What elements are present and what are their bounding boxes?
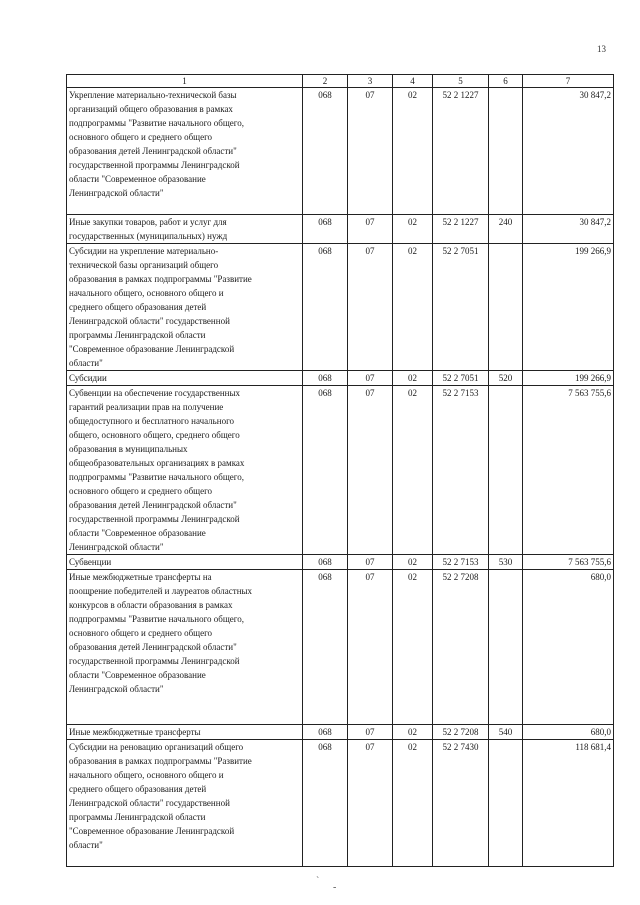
expense-type-code: 240	[489, 215, 523, 244]
subsection-code: 02	[393, 725, 433, 740]
description-line: государственной программы Ленинградской	[69, 656, 240, 666]
section-code: 07	[348, 215, 393, 244]
grbs-code: 068	[303, 215, 348, 244]
amount: 30 847,2	[523, 88, 614, 215]
amount: 680,0	[523, 570, 614, 725]
amount: 30 847,2	[523, 215, 614, 244]
description-line: Укрепление материально-технической базы	[69, 90, 237, 100]
scan-artifact: -	[333, 882, 337, 893]
header-cell: 2	[303, 75, 348, 88]
table-row	[67, 570, 614, 725]
description-line: организаций общего образования в рамках	[69, 104, 233, 114]
description-line: образования в рамках подпрограммы "Развитие	[69, 274, 252, 284]
target-article-code: 52 2 7051	[433, 371, 489, 386]
table-header-row	[67, 75, 614, 88]
description-line: области "Современное образование	[69, 528, 206, 538]
target-article-code: 52 2 7153	[433, 386, 489, 555]
subsection-code: 02	[393, 740, 433, 867]
description-line: общедоступного и бесплатного начального	[69, 416, 235, 426]
target-article-code: 52 2 7430	[433, 740, 489, 867]
description-line: Иные межбюджетные трансферты на	[69, 572, 212, 582]
table-row	[67, 88, 614, 215]
header-cell: 6	[489, 75, 523, 88]
table-row	[67, 555, 614, 570]
description-line: Субсидии на укрепление материально-	[69, 246, 219, 256]
header-cell: 4	[393, 75, 433, 88]
subsection-code: 02	[393, 244, 433, 371]
amount: 7 563 755,6	[523, 386, 614, 555]
subsection-code: 02	[393, 570, 433, 725]
description-line: "Современное образование Ленинградской	[69, 826, 235, 836]
section-code: 07	[348, 740, 393, 867]
description-line: основного общего и среднего общего	[69, 628, 213, 638]
header-cell: 7	[523, 75, 614, 88]
description-line: начального общего, основного общего и	[69, 770, 224, 780]
description-line: образования в рамках подпрограммы "Развитие	[69, 756, 252, 766]
table-row	[67, 371, 614, 386]
expense-type-code	[489, 740, 523, 867]
amount: 118 681,4	[523, 740, 614, 867]
expense-type-code	[489, 244, 523, 371]
description-line: государственных (муниципальных) нужд	[69, 231, 228, 241]
grbs-code: 068	[303, 386, 348, 555]
grbs-code: 068	[303, 725, 348, 740]
grbs-code: 068	[303, 244, 348, 371]
subsection-code: 02	[393, 88, 433, 215]
description-line: технической базы организаций общего	[69, 260, 219, 270]
description-line: основного общего и среднего общего	[69, 132, 213, 142]
description-line: общеобразовательных организациях в рамках	[69, 458, 245, 468]
description-line: Ленинградской области" государственной	[69, 316, 230, 326]
description-line: Субвенции	[69, 557, 112, 567]
subsection-code: 02	[393, 215, 433, 244]
row-description	[67, 88, 303, 215]
table-row	[67, 386, 614, 555]
table-row	[67, 740, 614, 867]
description-line: гарантий реализации прав на получение	[69, 402, 224, 412]
description-line: основного общего и среднего общего	[69, 486, 213, 496]
target-article-code: 52 2 1227	[433, 215, 489, 244]
expense-type-code: 530	[489, 555, 523, 570]
target-article-code: 52 2 7208	[433, 725, 489, 740]
row-description	[67, 244, 303, 371]
subsection-code: 02	[393, 371, 433, 386]
row-description	[67, 386, 303, 555]
scan-artifact: `	[316, 876, 320, 887]
row-description	[67, 371, 303, 386]
description-line: образования в муниципальных	[69, 444, 188, 454]
description-line: "Современное образование Ленинградской	[69, 344, 235, 354]
header-cell: 5	[433, 75, 489, 88]
budget-table	[66, 74, 614, 867]
description-line: Субвенции на обеспечение государственных	[69, 388, 241, 398]
row-description	[67, 725, 303, 740]
description-line: Субсидии	[69, 373, 107, 383]
description-line: Ленинградской области"	[69, 684, 164, 694]
amount: 199 266,9	[523, 244, 614, 371]
header-cell: 1	[67, 75, 303, 88]
expense-type-code: 520	[489, 371, 523, 386]
section-code: 07	[348, 371, 393, 386]
target-article-code: 52 2 7208	[433, 570, 489, 725]
grbs-code: 068	[303, 555, 348, 570]
description-line: государственной программы Ленинградской	[69, 514, 240, 524]
page-number: 13	[597, 44, 606, 54]
subsection-code: 02	[393, 386, 433, 555]
header-cell: 3	[348, 75, 393, 88]
description-line: программы Ленинградской области	[69, 812, 206, 822]
grbs-code: 068	[303, 570, 348, 725]
expense-type-code	[489, 570, 523, 725]
grbs-code: 068	[303, 88, 348, 215]
description-line: Иные закупки товаров, работ и услуг для	[69, 217, 227, 227]
description-line: Ленинградской области"	[69, 188, 164, 198]
table-row	[67, 215, 614, 244]
target-article-code: 52 2 7153	[433, 555, 489, 570]
description-line: образования детей Ленинградской области"	[69, 146, 237, 156]
section-code: 07	[348, 570, 393, 725]
amount: 199 266,9	[523, 371, 614, 386]
amount: 680,0	[523, 725, 614, 740]
description-line: подпрограммы "Развитие начального общего,	[69, 614, 245, 624]
description-line: программы Ленинградской области	[69, 330, 206, 340]
description-line: Ленинградской области" государственной	[69, 798, 230, 808]
grbs-code: 068	[303, 740, 348, 867]
section-code: 07	[348, 244, 393, 371]
amount: 7 563 755,6	[523, 555, 614, 570]
subsection-code: 02	[393, 555, 433, 570]
description-line: конкурсов в области образования в рамках	[69, 600, 233, 610]
target-article-code: 52 2 7051	[433, 244, 489, 371]
description-line: среднего общего образования детей	[69, 784, 207, 794]
description-line: области "Современное образование	[69, 670, 206, 680]
expense-type-code	[489, 386, 523, 555]
grbs-code: 068	[303, 371, 348, 386]
section-code: 07	[348, 555, 393, 570]
description-line: области "Современное образование	[69, 174, 206, 184]
row-description	[67, 215, 303, 244]
target-article-code: 52 2 1227	[433, 88, 489, 215]
section-code: 07	[348, 386, 393, 555]
table-row	[67, 244, 614, 371]
description-line: Иные межбюджетные трансферты	[69, 727, 201, 737]
description-line: общего, основного общего, среднего общего	[69, 430, 240, 440]
description-line: подпрограммы "Развитие начального общего,	[69, 118, 245, 128]
description-line: начального общего, основного общего и	[69, 288, 224, 298]
section-code: 07	[348, 88, 393, 215]
description-line: поощрение победителей и лауреатов областных	[69, 586, 253, 596]
description-line: Субсидии на реновацию организаций общего	[69, 742, 244, 752]
description-line: среднего общего образования детей	[69, 302, 207, 312]
description-line: государственной программы Ленинградской	[69, 160, 240, 170]
description-line: образования детей Ленинградской области"	[69, 500, 237, 510]
description-line: Ленинградской области"	[69, 542, 164, 552]
description-line: образования детей Ленинградской области"	[69, 642, 237, 652]
description-line: области"	[69, 840, 103, 850]
expense-type-code: 540	[489, 725, 523, 740]
row-description	[67, 570, 303, 725]
expense-type-code	[489, 88, 523, 215]
section-code: 07	[348, 725, 393, 740]
row-description	[67, 740, 303, 867]
row-description	[67, 555, 303, 570]
description-line: области"	[69, 358, 103, 368]
description-line: подпрограммы "Развитие начального общего,	[69, 472, 245, 482]
table-row	[67, 725, 614, 740]
